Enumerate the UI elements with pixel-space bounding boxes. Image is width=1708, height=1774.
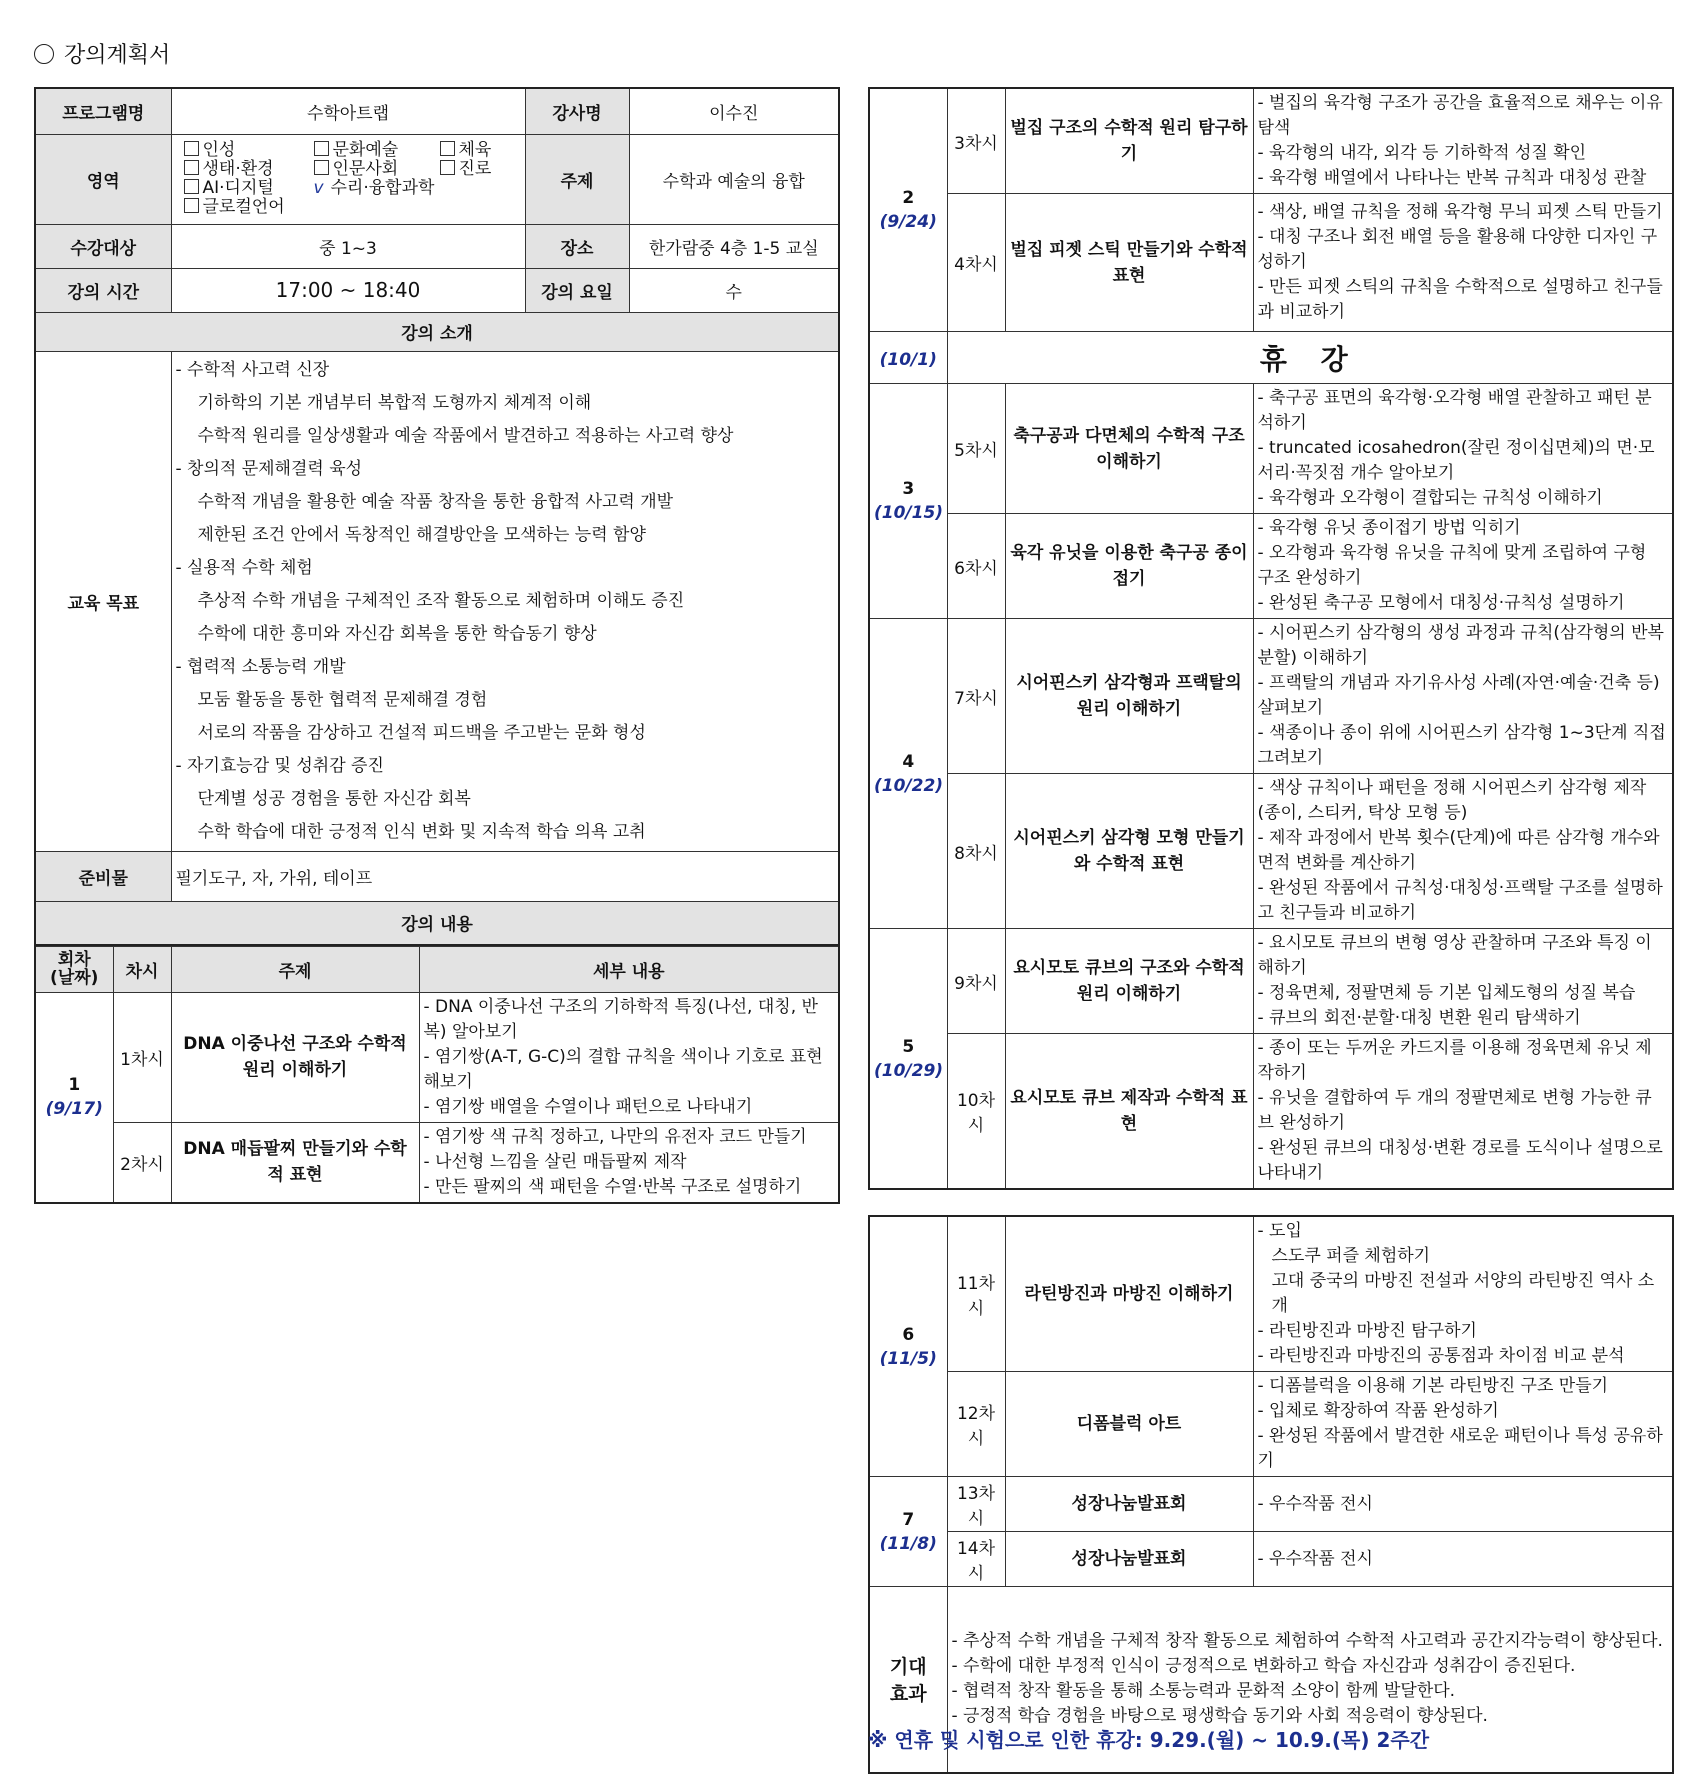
session-date-text: (10/15) [874,503,944,523]
checkbox-icon [314,160,329,175]
class-details [1253,194,1673,332]
class-topic: 육각 유닛을 이용한 축구공 종이접기 [1005,514,1253,619]
effect-item: - 수학에 대한 부정적 인식이 긍정적으로 변화하고 학습 자신감과 성취감이 증진된다. [951,1656,1576,1677]
session-date-text: (10/22) [874,775,944,796]
class-details [1253,514,1673,619]
detail-item: - 색상 규칙이나 패턴을 정해 시어핀스키 삼각형 제작(종이, 스티커, 탁상 모형 등) [1257,778,1647,823]
content-section-label: 강의 내용 [35,901,839,945]
detail-item: - 종이 또는 두꺼운 카드지를 이용해 정육면체 유닛 제작하기 [1257,1038,1652,1083]
page-title [34,38,170,69]
detail-item: - 만든 팔찌의 색 패턴을 수열·반복 구조로 설명하기 [423,1176,802,1197]
session-date-text: (9/24) [879,212,937,232]
area-option [184,179,314,198]
class-details [1253,384,1673,514]
detail-item: - 육각형 유닛 종이접기 방법 익히기 [1257,518,1521,538]
class-order: 9차시 [947,929,1005,1034]
goal-item: 수학 학습에 대한 긍정적 인식 변화 및 지속적 학습 의욕 고취 [197,821,646,842]
detail-item: - truncated icosahedron(잘린 정이십면체)의 면·모서리·꼭짓점 개수 알아보기 [1257,438,1655,483]
detail-item: - 우수작품 전시 [1257,1493,1373,1514]
detail-item: 고대 중국의 마방진 전설과 서양의 라틴방진 역사 소개 [1271,1271,1655,1316]
detail-item: - 유닛을 결합하여 두 개의 정팔면체로 변형 가능한 큐브 완성하기 [1257,1088,1652,1133]
detail-item: - 디폼블럭을 이용해 기본 라틴방진 구조 만들기 [1257,1376,1609,1396]
class-details [1253,619,1673,774]
session-cell [869,88,947,332]
detail-item: - 염기쌍 배열을 수열이나 패턴으로 나타내기 [423,1096,753,1117]
schedule-table-right [868,87,1674,1190]
checkbox-icon [314,141,329,156]
area-option [314,179,440,198]
class-row [869,194,1673,332]
class-order: 12차시 [947,1372,1005,1477]
class-order: 7차시 [947,619,1005,774]
goal-item: 모둠 활동을 통한 협력적 문제해결 경험 [197,689,488,710]
goal-item: 단계별 성공 경험을 통한 자신감 회복 [197,788,471,809]
goal-item: - 실용적 수학 체험 [175,557,313,578]
session-date-text: (9/17) [45,1099,103,1119]
class-topic: 요시모토 큐브 제작과 수학적 표현 [1005,1034,1253,1190]
area-option [440,160,510,179]
checkbox-icon [184,160,199,175]
instructor-value: 이수진 [629,88,839,134]
class-row [869,619,1673,774]
detail-item: - 완성된 작품에서 규칙성·대칭성·프랙탈 구조를 설명하고 친구들과 비교하기 [1257,878,1663,923]
goal-item: 기하학의 기본 개념부터 복합적 도형까지 체계적 이해 [197,392,592,413]
class-topic: 성장나눔발표회 [1005,1477,1253,1532]
schedule-table-left [34,946,840,1204]
program-value: 수학아트랩 [171,88,525,134]
detail-item: - 만든 피젯 스틱의 규칙을 수학적으로 설명하고 친구들과 비교하기 [1257,277,1663,322]
header-topic: 주제 [171,946,419,992]
goal-list [171,351,839,851]
class-topic: 요시모토 큐브의 구조와 수학적 원리 이해하기 [1005,929,1253,1034]
detail-item: - 우수작품 전시 [1257,1548,1373,1569]
session-cell [869,1477,947,1587]
session-number: 4 [902,751,915,772]
day-label: 강의 요일 [525,268,629,312]
class-topic: 벌집 구조의 수학적 원리 탐구하기 [1005,88,1253,194]
goal-item: 추상적 수학 개념을 구체적인 조작 활동으로 체험하며 이해도 증진 [197,590,685,611]
class-details [419,992,839,1122]
checkbox-icon [184,141,199,156]
detail-item: - 프랙탈의 개념과 자기유사성 사례(자연·예술·건축 등) 살펴보기 [1257,673,1660,718]
header-order: 차시 [113,946,171,992]
detail-item: - 육각형 배열에서 나타나는 반복 규칙과 대칭성 관찰 [1257,168,1647,188]
class-row [869,929,1673,1034]
detail-item: - 요시모토 큐브의 변형 영상 관찰하며 구조와 특징 이해하기 [1257,933,1652,978]
detail-item: - 육각형과 오각형이 결합되는 규칙성 이해하기 [1257,488,1603,508]
checkbox-icon [440,160,455,175]
area-option-label: 인성 [202,140,236,160]
class-row [869,1034,1673,1190]
class-row [869,774,1673,929]
instructor-label: 강사명 [525,88,629,134]
detail-item: - 색종이나 종이 위에 시어핀스키 삼각형 1~3단계 직접 그려보기 [1257,723,1666,768]
detail-item: - 시어핀스키 삼각형의 생성 과정과 규칙(삼각형의 반복 분할) 이해하기 [1257,623,1664,668]
class-details [1253,1477,1673,1532]
area-checkboxes [171,134,525,224]
page-title-text: 강의계획서 [64,43,171,68]
area-option [184,198,314,217]
effects-label: 기대 효과 [869,1587,947,1773]
time-value: 17:00 ~ 18:40 [171,268,525,312]
goal-item: 수학에 대한 흥미와 자신감 회복을 통한 학습동기 향상 [197,623,597,644]
class-order: 13차시 [947,1477,1005,1532]
class-order: 5차시 [947,384,1005,514]
detail-item: - 입체로 확장하여 작품 완성하기 [1257,1401,1499,1421]
goal-label: 교육 목표 [35,351,171,851]
area-option-label: 문화예술 [332,140,399,160]
goal-item: - 창의적 문제해결력 육성 [175,458,363,479]
class-order: 6차시 [947,514,1005,619]
class-topic: 디폼블럭 아트 [1005,1372,1253,1477]
detail-item: - 염기쌍(A-T, G-C)의 결합 규칙을 색이나 기호로 표현해보기 [423,1046,823,1092]
info-table [34,87,840,946]
area-option-label: 진로 [458,159,492,179]
session-date [869,332,947,384]
goal-item: - 수학적 사고력 신장 [175,359,330,380]
session-cell [35,992,113,1203]
area-option-label: 생태·환경 [202,159,274,179]
class-details [1253,88,1673,194]
session-number: 2 [902,188,915,208]
class-order: 8차시 [947,774,1005,929]
detail-item: - 정육면체, 정팔면체 등 기본 입체도형의 성질 복습 [1257,983,1636,1003]
effect-item: - 긍정적 학습 경험을 바탕으로 평생학습 동기와 사회 적응력이 향상된다. [951,1706,1488,1727]
class-details [1253,1532,1673,1587]
session-number: 5 [902,1036,915,1057]
area-option [440,141,510,160]
class-details [1253,774,1673,929]
effect-item: - 추상적 수학 개념을 구체적 창작 활동으로 체험하여 수학적 사고력과 공간지각능력이 향상된다. [951,1631,1663,1652]
session-date-text: (10/29) [874,1060,944,1081]
detail-item: - 라틴방진과 마방진 탐구하기 [1257,1321,1477,1341]
detail-item: - 육각형의 내각, 외각 등 기하학적 성질 확인 [1257,143,1587,163]
goal-item: 서로의 작품을 감상하고 건설적 피드백을 주고받는 문화 형성 [197,722,646,743]
goal-item: 수학적 개념을 활용한 예술 작품 창작을 통한 융합적 사고력 개발 [197,491,674,512]
class-row [35,992,839,1122]
effect-item: - 협력적 창작 활동을 통해 소통능력과 문화적 소양이 함께 발달한다. [951,1681,1456,1702]
goal-item: - 자기효능감 및 성취감 증진 [175,755,384,776]
detail-item: - 도입 [1257,1221,1302,1241]
time-label: 강의 시간 [35,268,171,312]
detail-item: - 완성된 축구공 모형에서 대칭성·규칙성 설명하기 [1257,593,1625,613]
area-option [440,179,510,198]
class-topic: 시어핀스키 삼각형 모형 만들기와 수학적 표현 [1005,774,1253,929]
detail-item: 스도쿠 퍼즐 체험하기 [1271,1246,1431,1266]
class-order: 2차시 [113,1122,171,1203]
area-option [184,160,314,179]
checkmark-icon: v [313,178,324,198]
class-row [869,1532,1673,1587]
session-date-text: (11/5) [879,1348,937,1369]
session-number: 6 [902,1324,915,1345]
circle-bullet-icon [34,44,54,64]
checkbox-icon [184,179,199,194]
class-topic: 축구공과 다면체의 수학적 구조 이해하기 [1005,384,1253,514]
detail-item: - 라틴방진과 마방진의 공통점과 차이점 비교 분석 [1257,1346,1625,1366]
class-details [1253,929,1673,1034]
holiday-text: 휴 강 [947,332,1673,384]
class-order: 14차시 [947,1532,1005,1587]
class-topic: 라틴방진과 마방진 이해하기 [1005,1216,1253,1372]
class-details [1253,1034,1673,1190]
area-label: 영역 [35,134,171,224]
class-details [1253,1216,1673,1372]
checkbox-icon [440,141,455,156]
session-number: 3 [902,479,915,499]
class-topic: 벌집 피젯 스틱 만들기와 수학적 표현 [1005,194,1253,332]
detail-item: - 대칭 구조나 회전 배열 등을 활용해 다양한 디자인 구성하기 [1257,227,1658,272]
day-value: 수 [629,268,839,312]
class-topic: 성장나눔발표회 [1005,1532,1253,1587]
detail-item: - 오각형과 육각형 유닛을 규칙에 맞게 조립하여 구형 구조 완성하기 [1257,543,1647,588]
holiday-footnote: ※ 연휴 및 시험으로 인한 휴강: 9.29.(월) ~ 10.9.(목) 2주간 [868,1728,1430,1752]
detail-item: - 염기쌍 색 규칙 정하고, 나만의 유전자 코드 만들기 [423,1126,807,1147]
detail-item: - 큐브의 회전·분할·대칭 변환 원리 탐색하기 [1257,1008,1581,1028]
area-option-label: 인문사회 [332,159,399,179]
area-option-label: 수리·융합과학 [330,178,435,198]
goal-item: 수학적 원리를 일상생활과 예술 작품에서 발견하고 적용하는 사고력 향상 [197,425,734,446]
schedule-table-right-2 [868,1215,1674,1774]
header-session: 회차 (날짜) [35,946,113,992]
class-topic: DNA 매듭팔찌 만들기와 수학적 표현 [171,1122,419,1203]
session-number: 1 [68,1075,81,1095]
area-option-label: AI·디지털 [202,178,274,198]
place-value: 한가람중 4층 1-5 교실 [629,224,839,268]
area-option-label: 체육 [458,140,492,160]
session-cell [869,619,947,929]
holiday-row [869,332,1673,384]
class-order: 10차시 [947,1034,1005,1190]
target-value: 중 1~3 [171,224,525,268]
class-order: 11차시 [947,1216,1005,1372]
session-date-text: (11/8) [879,1533,937,1554]
session-cell [869,1216,947,1477]
class-order: 4차시 [947,194,1005,332]
header-detail: 세부 내용 [419,946,839,992]
detail-item: - 제작 과정에서 반복 횟수(단계)에 따른 삼각형 개수와 면적 변화를 계산하기 [1257,828,1660,873]
class-row [869,1477,1673,1532]
class-details [419,1122,839,1203]
session-date-text: (10/1) [879,349,937,370]
materials-label: 준비물 [35,851,171,901]
theme-label: 주제 [525,134,629,224]
class-order: 3차시 [947,88,1005,194]
class-row [35,1122,839,1203]
area-option [314,141,440,160]
theme-value: 수학과 예술의 융합 [629,134,839,224]
detail-item: - DNA 이중나선 구조의 기하학적 특징(나선, 대칭, 반복) 알아보기 [423,996,818,1042]
detail-item: - 완성된 작품에서 발견한 새로운 패턴이나 특성 공유하기 [1257,1426,1663,1471]
checkbox-icon [184,198,199,213]
detail-item: - 축구공 표면의 육각형·오각형 배열 관찰하고 패턴 분석하기 [1257,388,1652,433]
materials-value: 필기도구, 자, 가위, 테이프 [171,851,839,901]
session-number: 7 [902,1509,915,1530]
target-label: 수강대상 [35,224,171,268]
program-label: 프로그램명 [35,88,171,134]
class-order: 1차시 [113,992,171,1122]
session-cell [869,384,947,619]
area-option [314,160,440,179]
class-topic: 시어핀스키 삼각형과 프랙탈의 원리 이해하기 [1005,619,1253,774]
intro-section-label: 강의 소개 [35,312,839,351]
class-row [869,384,1673,514]
class-details [1253,1372,1673,1477]
detail-item: - 벌집의 육각형 구조가 공간을 효율적으로 채우는 이유 탐색 [1257,93,1663,138]
class-row [869,1216,1673,1372]
goal-item: 제한된 조건 안에서 독창적인 해결방안을 모색하는 능력 함양 [197,524,646,545]
area-option-label: 글로컬언어 [202,197,285,217]
class-row [869,88,1673,194]
class-row [869,1372,1673,1477]
detail-item: - 나선형 느낌을 살린 매듭팔찌 제작 [423,1151,687,1172]
detail-item: - 완성된 큐브의 대칭성·변환 경로를 도식이나 설명으로 나타내기 [1257,1138,1663,1183]
goal-item: - 협력적 소통능력 개발 [175,656,346,677]
place-label: 장소 [525,224,629,268]
detail-item: - 색상, 배열 규칙을 정해 육각형 무늬 피젯 스틱 만들기 [1257,202,1663,222]
class-topic: DNA 이중나선 구조와 수학적 원리 이해하기 [171,992,419,1122]
session-cell [869,929,947,1190]
class-row [869,514,1673,619]
area-option [184,141,314,160]
